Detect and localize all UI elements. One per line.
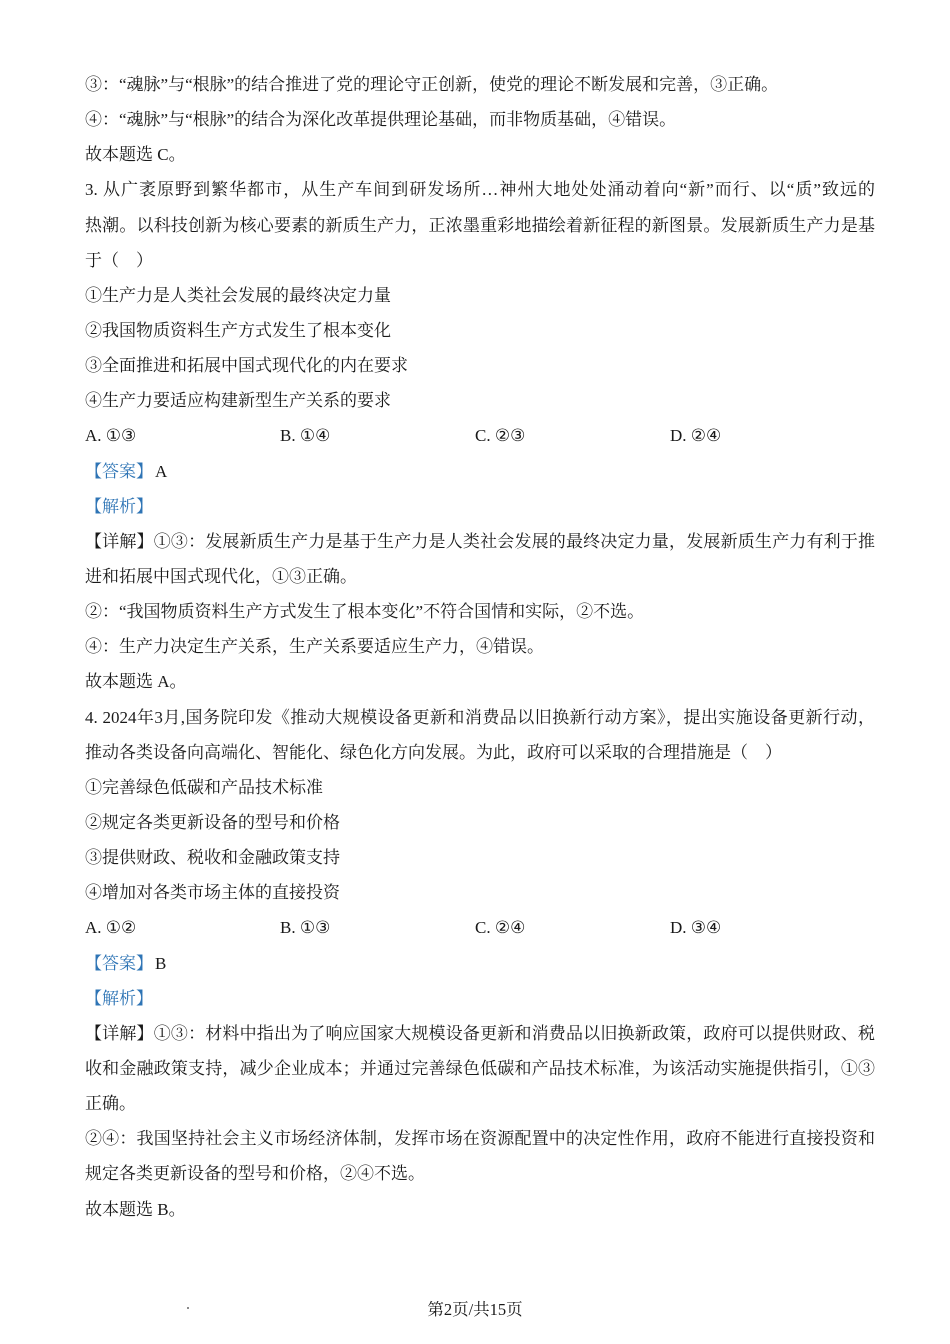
prev-conclusion: 故本题选 C。 bbox=[85, 145, 186, 165]
q4-analysis-row bbox=[85, 981, 875, 1016]
q3-choice-1: ①生产力是人类社会发展的最终决定力量 bbox=[85, 285, 391, 305]
q4-choice-2: ②规定各类更新设备的型号和价格 bbox=[85, 812, 340, 832]
q3-detail-line-4: ④：生产力决定生产关系，生产关系要适应生产力，④错误。 bbox=[85, 637, 544, 657]
page-number-footer: 第2页/共15页 bbox=[427, 1300, 523, 1319]
q4-options-row bbox=[85, 910, 875, 945]
q3-choice-2: ②我国物质资料生产方式发生了根本变化 bbox=[85, 320, 391, 340]
q3-analysis-row bbox=[85, 489, 875, 524]
q3-detail-line-3: ②：“我国物质资料生产方式发生了根本变化”不符合国情和实际，②不选。 bbox=[85, 602, 645, 622]
q3-stem-line-2: 热潮。以科技创新为核心要素的新质生产力，正浓墨重彩地描绘着新征程的新图景。发展新质生产力是基 bbox=[85, 215, 875, 235]
q4-detail-line-2: 收和金融政策支持，减少企业成本；并通过完善绿色低碳和产品技术标准，为该活动实施提供指引，①③ bbox=[85, 1058, 875, 1078]
q4-choice-1: ①完善绿色低碳和产品技术标准 bbox=[85, 777, 323, 797]
q3-stem-line-1: 3. 从广袤原野到繁华都市，从生产车间到研发场所…神州大地处处涌动着向“新”而行、以“质”致远的 bbox=[85, 180, 875, 200]
q4-detail-line-3: 正确。 bbox=[85, 1094, 136, 1114]
q3-option-d: D. ②④ bbox=[670, 426, 722, 446]
q4-stem-line-2: 推动各类设备向高端化、智能化、绿色化方向发展。为此，政府可以采取的合理措施是（ ） bbox=[85, 742, 782, 762]
q4-choice-4: ④增加对各类市场主体的直接投资 bbox=[85, 883, 340, 903]
q3-answer-label: 【答案】 bbox=[85, 461, 153, 481]
q3-stem-line-3: 于（ ） bbox=[85, 250, 153, 270]
prev-explain-point3: ③：“魂脉”与“根脉”的结合推进了党的理论守正创新，使党的理论不断发展和完善，③正确。 bbox=[85, 75, 779, 94]
q4-detail-line-5: 规定各类更新设备的型号和价格，②④不选。 bbox=[85, 1164, 425, 1184]
q4-option-a: A. ①② bbox=[85, 918, 137, 938]
q4-option-c: C. ②④ bbox=[475, 918, 526, 938]
q3-detail-line-2: 进和拓展中国式现代化，①③正确。 bbox=[85, 566, 357, 586]
q3-analysis-label: 【解析】 bbox=[85, 496, 153, 516]
q3-option-b: B. ①④ bbox=[280, 426, 331, 446]
q3-answer-value: A bbox=[155, 461, 168, 481]
q4-option-d: D. ③④ bbox=[670, 918, 722, 938]
q4-choice-3: ③提供财政、税收和金融政策支持 bbox=[85, 848, 340, 868]
q4-detail-line-1: 【详解】①③：材料中指出为了响应国家大规模设备更新和消费品以旧换新政策，政府可以提供财政、税 bbox=[85, 1023, 875, 1043]
q3-choice-3: ③全面推进和拓展中国式现代化的内在要求 bbox=[85, 356, 408, 376]
q4-answer-row bbox=[85, 946, 875, 981]
prev-explain-point4: ④：“魂脉”与“根脉”的结合为深化改革提供理论基础，而非物质基础，④错误。 bbox=[85, 110, 677, 130]
q3-answer-row bbox=[85, 454, 875, 489]
q3-option-a: A. ①③ bbox=[85, 426, 137, 446]
q4-option-b: B. ①③ bbox=[280, 918, 331, 938]
q3-option-c: C. ②③ bbox=[475, 426, 526, 446]
q3-options-row bbox=[85, 418, 875, 453]
q3-choice-4: ④生产力要适应构建新型生产关系的要求 bbox=[85, 391, 391, 411]
q3-detail-line-1: 【详解】①③：发展新质生产力是基于生产力是人类社会发展的最终决定力量，发展新质生产力有利于推 bbox=[85, 531, 875, 551]
page-body bbox=[85, 67, 875, 1227]
q4-answer-label: 【答案】 bbox=[85, 953, 153, 973]
q4-analysis-label: 【解析】 bbox=[85, 988, 153, 1008]
q4-answer-value: B bbox=[155, 953, 167, 973]
q3-conclusion: 故本题选 A。 bbox=[85, 672, 187, 692]
q4-conclusion: 故本题选 B。 bbox=[85, 1199, 186, 1219]
q4-stem-line-1: 4. 2024年3月,国务院印发《推动大规模设备更新和消费品以旧换新行动方案》，提出实施设备更新行动， bbox=[85, 707, 875, 727]
q4-detail-line-4: ②④：我国坚持社会主义市场经济体制，发挥市场在资源配置中的决定性作用，政府不能进行直接投资和 bbox=[85, 1129, 875, 1149]
